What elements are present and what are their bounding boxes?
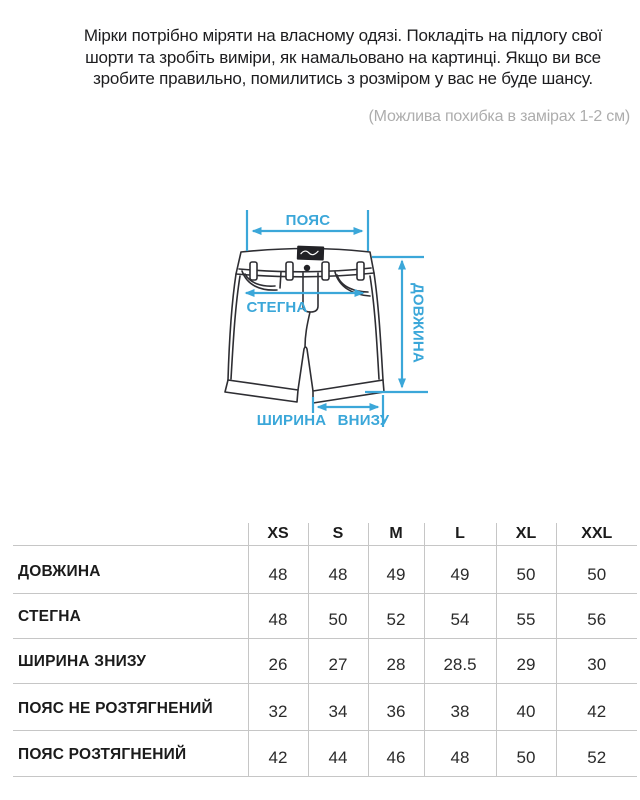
button xyxy=(304,265,310,271)
size-table xyxy=(13,523,637,777)
size-value: 48 xyxy=(424,730,496,776)
bottom-width-label: ШИРИНА ВНИЗУ xyxy=(256,412,390,429)
size-value: 54 xyxy=(424,593,496,638)
tolerance-note: (Можлива похибка в замірах 1-2 см) xyxy=(368,108,630,125)
intro-line-3: зробите правильно, помилитись з розміром у вас не буде шансу. xyxy=(93,69,593,89)
size-value: 46 xyxy=(368,730,424,776)
size-value: 29 xyxy=(496,638,556,683)
belt-loop xyxy=(286,262,293,280)
belt-loop xyxy=(357,262,364,280)
size-value: 50 xyxy=(496,730,556,776)
size-value: 48 xyxy=(248,545,308,593)
left-cuff xyxy=(225,380,298,402)
size-value: 38 xyxy=(424,683,496,730)
size-value: 55 xyxy=(496,593,556,638)
size-value: 52 xyxy=(368,593,424,638)
size-value: 26 xyxy=(248,638,308,683)
size-column-header: XXL xyxy=(556,523,637,545)
table-row xyxy=(13,683,637,730)
size-value: 40 xyxy=(496,683,556,730)
size-value: 42 xyxy=(556,683,637,730)
front-rise-seam xyxy=(305,312,310,347)
table-row xyxy=(13,638,637,683)
size-value: 32 xyxy=(248,683,308,730)
size-value: 50 xyxy=(308,593,368,638)
left-seam-stitch xyxy=(231,276,240,379)
size-value: 30 xyxy=(556,638,637,683)
size-value: 48 xyxy=(308,545,368,593)
size-value: 50 xyxy=(496,545,556,593)
belt-loop xyxy=(250,262,257,280)
size-column-header: S xyxy=(308,523,368,545)
table-row xyxy=(13,593,637,638)
size-value: 36 xyxy=(368,683,424,730)
row-label: СТЕГНА xyxy=(18,607,81,625)
row-label: ДОВЖИНА xyxy=(18,562,101,580)
table-row xyxy=(13,545,637,593)
size-value: 27 xyxy=(308,638,368,683)
shorts-drawing xyxy=(225,246,384,403)
length-label: ДОВЖИНА xyxy=(409,282,427,364)
size-value: 49 xyxy=(368,545,424,593)
table-row xyxy=(13,730,637,776)
intro-line-2: шорти та зробіть виміри, як намальовано на картинці. Якщо ви все xyxy=(85,47,601,67)
size-value: 28 xyxy=(368,638,424,683)
size-table-header-row xyxy=(13,523,637,545)
header-spacer xyxy=(13,523,248,545)
size-column-header: XL xyxy=(496,523,556,545)
size-value: 34 xyxy=(308,683,368,730)
size-value: 56 xyxy=(556,593,637,638)
size-column-header: L xyxy=(424,523,496,545)
right-seam-stitch xyxy=(370,276,379,379)
inner-leg-edges xyxy=(298,347,313,391)
belt-loop xyxy=(322,262,329,280)
hips-label: СТЕГНА xyxy=(246,299,308,316)
size-value: 49 xyxy=(424,545,496,593)
size-value: 44 xyxy=(308,730,368,776)
size-value: 48 xyxy=(248,593,308,638)
row-label: ПОЯС НЕ РОЗТЯГНЕНИЙ xyxy=(18,699,213,717)
shorts-measurement-diagram xyxy=(185,195,475,445)
intro-text xyxy=(50,25,636,90)
intro-line-1: Мірки потрібно міряти на власному одязі. Покладіть на підлогу свої xyxy=(83,26,603,45)
row-label: ПОЯС РОЗТЯГНЕНИЙ xyxy=(18,745,187,763)
size-value: 52 xyxy=(556,730,637,776)
brand-tag xyxy=(297,246,324,261)
size-value: 50 xyxy=(556,545,637,593)
size-value: 28.5 xyxy=(424,638,496,683)
row-label: ШИРИНА ЗНИЗУ xyxy=(18,652,147,670)
waist-label: ПОЯС xyxy=(285,212,331,229)
size-column-header: XS xyxy=(248,523,308,545)
size-value: 42 xyxy=(248,730,308,776)
size-column-header: M xyxy=(368,523,424,545)
